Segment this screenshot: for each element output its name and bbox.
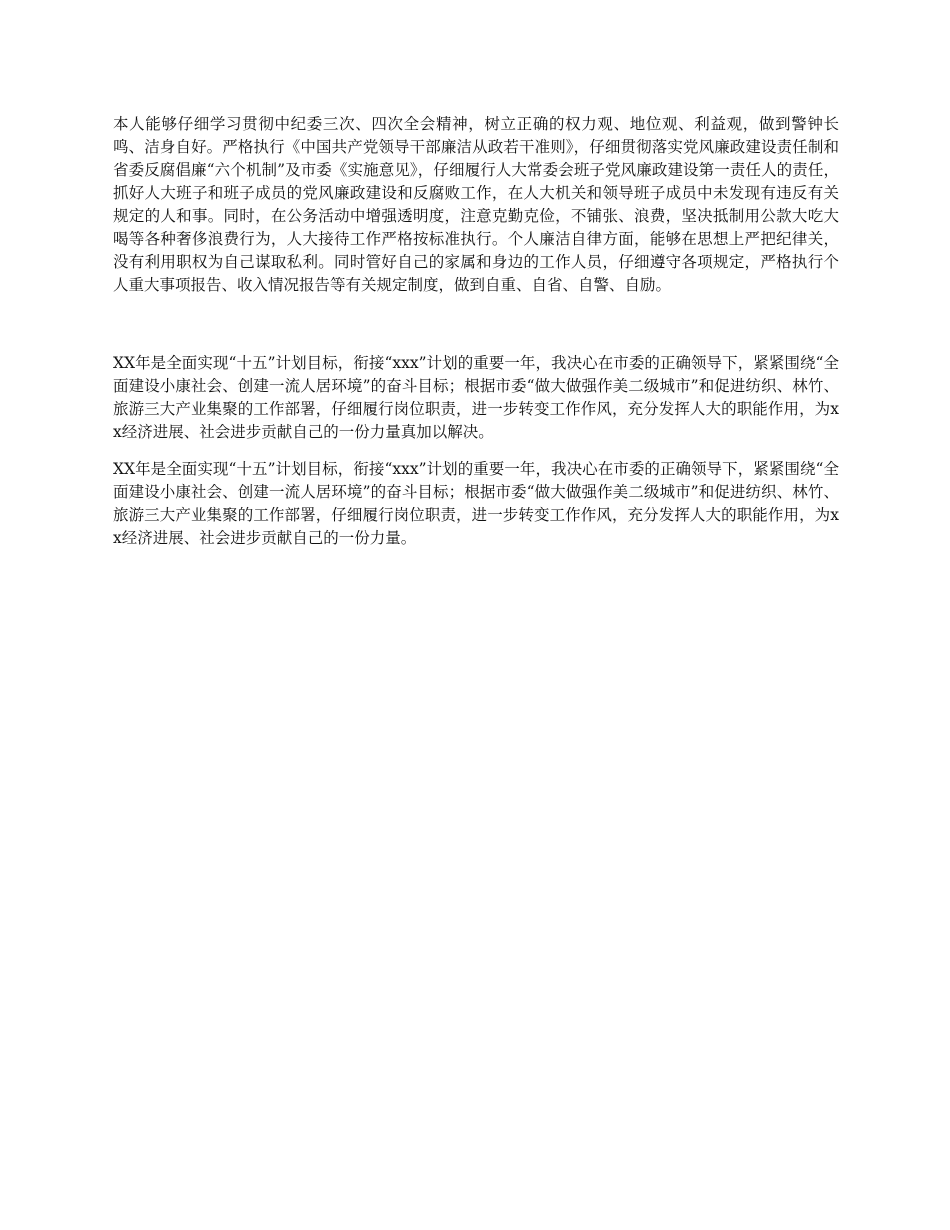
paragraph-work-plan: XX年是全面实现“十五”计划目标，衔接“xxx”计划的重要一年，我决心在市委的正确领导下，紧紧围绕“全面建设小康社会、创建一流人居环境”的奋斗目标；根据市委“做大做强作美二级城市”和促进纺织、林竹、旅游三大产业集聚的工作部署，仔细履行岗位职责，进一步转变工作作风，充分发挥人大的职能作用，为xx经济进展、社会进步贡献自己的一份力量真加以解决。 [113,354,839,441]
paragraph-work-plan-repeat: XX年是全面实现“十五”计划目标，衔接“xxx”计划的重要一年，我决心在市委的正确领导下，紧紧围绕“全面建设小康社会、创建一流人居环境”的奋斗目标；根据市委“做大做强作美二级城市”和促进纺织、林竹、旅游三大产业集聚的工作部署，仔细履行岗位职责，进一步转变工作作风，充分发挥人大的职能作用，为xx经济进展、社会进步贡献自己的一份力量。 [113,460,839,547]
document-body [113,113,839,550]
paragraph-integrity-self-discipline: 本人能够仔细学习贯彻中纪委三次、四次全会精神，树立正确的权力观、地位观、利益观，做到警钟长鸣、洁身自好。严格执行《中国共产党领导干部廉洁从政若干准则》，仔细贯彻落实党风廉政建设责任制和省委反腐倡廉“六个机制”及市委《实施意见》，仔细履行人大常委会班子党风廉政建设第一责任人的责任，抓好人大班子和班子成员的党风廉政建设和反腐败工作，在人大机关和领导班子成员中未发现有违反有关规定的人和事。同时，在公务活动中增强透明度，注意克勤克俭，不铺张、浪费，坚决抵制用公款大吃大喝等各种奢侈浪费行为，人大接待工作严格按标准执行。个人廉洁自律方面，能够在思想上严把纪律关，没有利用职权为自己谋取私利。同时管好自己的家属和身边的工作人员，仔细遵守各项规定，严格执行个人重大事项报告、收入情况报告等有关规定制度，做到自重、自省、自警、自励。 [113,115,839,294]
